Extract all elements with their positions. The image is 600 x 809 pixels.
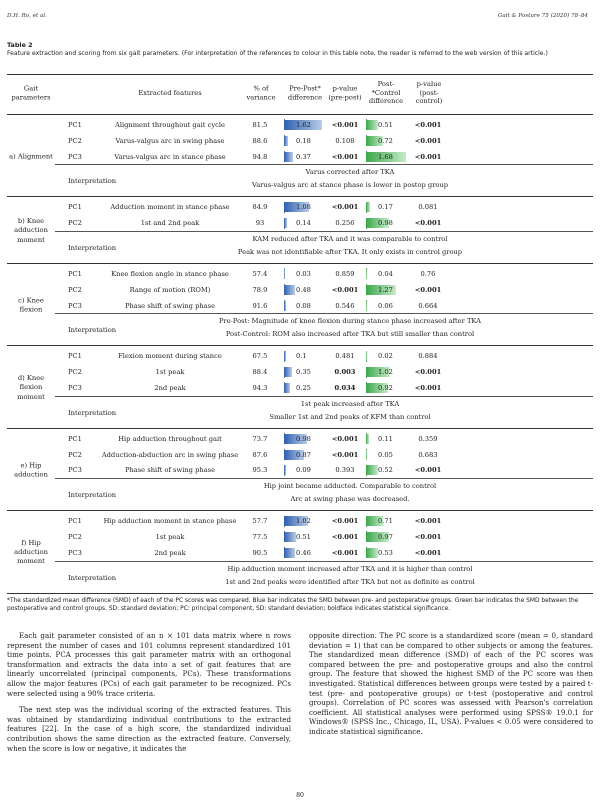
prepost-value: 1.02: [296, 517, 311, 526]
postcontrol-smd-bar: [366, 465, 378, 475]
row-feature: Range of motion (ROM): [129, 285, 211, 294]
interpretation-divider: [55, 478, 593, 479]
interpretation-text: Hip joint became adducted. Comparable to control: [263, 482, 437, 491]
prepost-value: 0.46: [296, 548, 311, 557]
pvalue-postcontrol: 0.081: [418, 203, 438, 212]
prepost-smd-bar: [284, 548, 295, 558]
pvalue-prepost: 0.034: [334, 383, 356, 392]
pvalue-postcontrol: 0.683: [418, 450, 438, 459]
pvalue-postcontrol: <0.001: [414, 548, 442, 557]
row-variance: 94.8: [252, 152, 268, 161]
prepost-smd-bar: [284, 351, 286, 361]
pvalue-prepost: <0.001: [331, 285, 359, 294]
pvalue-prepost: <0.001: [331, 548, 359, 557]
row-feature: Phase shift of swing phase: [124, 301, 216, 310]
group-bottom-rule: [7, 593, 593, 594]
postcontrol-value: 0.71: [378, 517, 393, 526]
prepost-value: 1.62: [296, 120, 311, 129]
postcontrol-value: 0.02: [378, 352, 393, 361]
postcontrol-value: 0.17: [378, 203, 393, 212]
prepost-smd-bar: [284, 465, 286, 475]
prepost-value: 0.03: [296, 269, 311, 278]
interpretation-text: 1st and 2nd peaks were identified after TKA but not as definite as control: [225, 577, 475, 586]
pvalue-postcontrol: <0.001: [414, 466, 442, 475]
pvalue-postcontrol: <0.001: [414, 532, 442, 541]
postcontrol-smd-bar: [366, 202, 370, 212]
row-pc-label: PC1: [68, 269, 82, 278]
prepost-value: 1.08: [296, 203, 311, 212]
prepost-value: 0.14: [296, 219, 311, 228]
postcontrol-value: 0.51: [378, 120, 393, 129]
pvalue-prepost: 0.108: [335, 136, 355, 145]
pvalue-prepost: 0.546: [335, 301, 355, 310]
pvalue-postcontrol: 0.76: [420, 269, 436, 278]
interpretation-label: Interpretation: [68, 244, 117, 252]
row-feature: Hip adduction throughout gait: [118, 434, 222, 443]
row-feature: Adduction-abduction arc in swing phase: [101, 450, 239, 459]
row-pc-label: PC2: [68, 219, 82, 228]
postcontrol-value: 0.53: [378, 548, 393, 557]
prepost-value: 0.87: [296, 450, 311, 459]
row-variance: 73.7: [252, 434, 268, 443]
prepost-smd-bar: [284, 152, 293, 162]
prepost-value: 0.51: [296, 532, 311, 541]
prepost-value: 0.09: [296, 466, 311, 475]
interpretation-text: Hip adduction moment increased after TKA and it is higher than control: [227, 564, 473, 573]
row-feature: Adduction moment in stance phase: [110, 203, 230, 212]
pvalue-postcontrol: 0.884: [418, 352, 438, 361]
header-postcontrol: Post-*Control difference: [368, 80, 404, 106]
postcontrol-value: 0.04: [378, 269, 393, 278]
row-pc-label: PC1: [68, 352, 82, 361]
group-bottom-rule: [7, 263, 593, 264]
interpretation-text: Post-Control: ROM also increased after TKA but still smaller than control: [225, 330, 475, 339]
table-top-rule: [7, 74, 593, 75]
pvalue-postcontrol: <0.001: [414, 120, 442, 129]
pvalue-postcontrol: 0.664: [418, 301, 438, 310]
postcontrol-value: 0.52: [378, 466, 393, 475]
pvalue-prepost: <0.001: [331, 152, 359, 161]
pvalue-prepost: 0.481: [335, 352, 355, 361]
postcontrol-value: 1.68: [378, 152, 393, 161]
running-header-journal: Gait & Posture 75 (2020) 78–84: [497, 13, 588, 19]
row-feature: 2nd peak: [154, 548, 186, 557]
prepost-smd-bar: [284, 532, 296, 542]
postcontrol-value: 0.06: [378, 301, 393, 310]
prepost-value: 0.37: [296, 152, 311, 161]
row-feature: 2nd peak: [154, 383, 186, 392]
body-column-right: [309, 631, 593, 744]
postcontrol-value: 0.97: [378, 532, 393, 541]
interpretation-label: Interpretation: [68, 326, 117, 335]
row-feature: Phase shift of swing phase: [124, 466, 216, 475]
row-feature: Varus-valgus arc in swing phase: [115, 136, 225, 145]
prepost-value: 0.25: [296, 383, 311, 392]
postcontrol-smd-bar: [366, 269, 367, 279]
postcontrol-value: 1.27: [378, 285, 393, 294]
prepost-value: 0.48: [296, 285, 311, 294]
row-pc-label: PC1: [68, 434, 82, 443]
row-variance: 78.9: [252, 285, 268, 294]
interpretation-text: Arc at swing phase was decreased.: [290, 495, 410, 504]
gait-parameter-group-label: a) Alignment: [9, 152, 53, 161]
header-gait-parameters: Gait parameters: [11, 84, 51, 101]
interpretation-text: Varus-valgus arc at stance phase is lower in postop group: [251, 181, 449, 190]
row-variance: 90.5: [252, 548, 268, 557]
interpretation-text: Peak was not identifiable after TKA. It only exists in control group: [237, 248, 463, 256]
row-pc-label: PC3: [68, 466, 82, 475]
row-variance: 88.4: [252, 368, 268, 377]
row-pc-label: PC3: [68, 548, 82, 557]
pvalue-postcontrol: <0.001: [414, 517, 442, 526]
row-feature: Flexion moment during stance: [118, 352, 222, 361]
interpretation-divider: [55, 164, 593, 165]
pvalue-prepost: 0.859: [335, 269, 355, 278]
paragraph: Each gait parameter consisted of an n × 101 data matrix where n rows represent the number of cases and 101 columns represent standardized 101 time points. PCA processes this gait parameter matrix with an orthogonal transformation and extracts the data into a set of gait features that are linearly uncorrelated (principal components, PCs). These transformations allow the major features (PCs) of each gait parameter to be recognized. PCs were selected using a 90% trace criteria.: [7, 631, 291, 698]
interpretation-divider: [55, 313, 593, 314]
interpretation-label: Interpretation: [68, 408, 117, 417]
group-bottom-rule: [7, 428, 593, 429]
prepost-value: 0.1: [296, 352, 307, 361]
row-pc-label: PC1: [68, 120, 82, 129]
pvalue-prepost: <0.001: [331, 120, 359, 129]
row-feature: Knee flexion angle in stance phase: [111, 269, 229, 278]
row-variance: 77.5: [252, 532, 268, 541]
prepost-smd-bar: [284, 136, 288, 146]
row-pc-label: PC2: [68, 450, 82, 459]
interpretation-divider: [55, 396, 593, 397]
group-bottom-rule: [7, 510, 593, 511]
pvalue-prepost: <0.001: [331, 434, 359, 443]
header-bottom-rule: [7, 114, 593, 115]
prepost-smd-bar: [284, 269, 285, 279]
interpretation-text: Pre-Post: Magnitude of knee flexion during stance phase increased after TKA: [219, 317, 481, 326]
interpretation-label: Interpretation: [68, 177, 117, 186]
pvalue-postcontrol: <0.001: [414, 152, 442, 161]
prepost-value: 0.35: [296, 368, 311, 377]
pvalue-prepost: <0.001: [331, 517, 359, 526]
pvalue-postcontrol: 0.359: [418, 434, 438, 443]
prepost-value: 0.18: [296, 136, 311, 145]
interpretation-label: Interpretation: [68, 573, 117, 582]
row-feature: 1st and 2nd peak: [140, 219, 200, 228]
row-variance: 93: [255, 219, 265, 228]
postcontrol-smd-bar: [366, 301, 367, 311]
prepost-smd-bar: [284, 218, 287, 228]
table-caption: Feature extraction and scoring from six gait parameters. (For interpretation of the references to colour in this table note, the reader is referred to the web version of this article.): [7, 50, 548, 57]
row-variance: 88.6: [252, 136, 268, 145]
prepost-smd-bar: [284, 367, 292, 377]
header-variance: % of variance: [246, 84, 276, 101]
row-variance: 94.3: [252, 383, 268, 392]
prepost-smd-bar: [284, 383, 290, 393]
row-feature: Hip adduction moment in stance phase: [103, 517, 237, 526]
gait-parameter-group-label: d) Knee flexion moment: [17, 374, 45, 401]
postcontrol-value: 0.98: [378, 219, 393, 228]
gait-parameter-group-label: c) Knee flexion: [18, 296, 44, 314]
pvalue-postcontrol: <0.001: [414, 368, 442, 377]
row-variance: 87.6: [252, 450, 268, 459]
header-pvalue-postcontrol: p-value (post-control): [415, 80, 443, 106]
postcontrol-value: 1.02: [378, 368, 393, 377]
prepost-smd-bar: [284, 285, 295, 295]
interpretation-divider: [55, 561, 593, 562]
pvalue-prepost: 0.003: [334, 368, 356, 377]
row-feature: Alignment throughout gait cycle: [115, 120, 225, 129]
running-header-authors: D.H. Ro, et al.: [7, 13, 47, 19]
row-pc-label: PC2: [68, 368, 82, 377]
paragraph: opposite direction. The PC score is a standardized score (mean = 0, standard deviation = 1) that can be compared to other subjects or among the features. The standardized mean difference (SMD) of each of the PC scores was compared between the pre- and postoperative groups and also the control group. The feature that showed the highest SMD of the PC score was then investigated. Statistical differences between groups were tested by a paired t-test (pre- and postoperative groups) or t-test (postoperative and control groups). Correlation of PC scores was assessed with Pearson's correlation coefficient. All statistical analyses were performed using SPSS® 19.0.1 for Windows® (SPSS Inc., Chicago, IL, USA). P-values < 0.05 were considered to indicate statistical significance.: [309, 631, 593, 736]
pvalue-prepost: <0.001: [331, 532, 359, 541]
gait-parameter-group-label: e) Hip adduction: [14, 461, 48, 479]
row-variance: 57.7: [252, 517, 268, 526]
prepost-smd-bar: [284, 301, 286, 311]
pvalue-postcontrol: <0.001: [414, 136, 442, 145]
pvalue-prepost: <0.001: [331, 203, 359, 212]
pvalue-prepost: 0.393: [335, 466, 355, 475]
postcontrol-smd-bar: [366, 450, 367, 460]
row-pc-label: PC2: [68, 285, 82, 294]
pvalue-prepost: 0.256: [335, 219, 355, 228]
pvalue-postcontrol: <0.001: [414, 285, 442, 294]
postcontrol-smd-bar: [366, 548, 378, 558]
prepost-value: 0.98: [296, 434, 311, 443]
interpretation-text: Varus corrected after TKA: [305, 168, 395, 177]
table-footnote: *The standardized mean difference (SMD) of each of the PC scores was compared. Blue bar indicates the SMD between pre- and postoperative groups. Green bar indicates the SMD between the postoperative and control groups. SD: standard deviation; PC: principal component, SD: standard deviation; boldface indicates statistical significance.: [7, 598, 579, 613]
pvalue-prepost: <0.001: [331, 450, 359, 459]
page-number: 80: [296, 792, 304, 799]
body-column-left: [7, 631, 291, 760]
paragraph: The next step was the individual scoring of the extracted features. This was obtained by standardizing individual contributions to the extracted features [22]. In the case of a high score, the standardized individual contribution shows the same direction as the extracted feature. Conversely, when the score is low or negative, it indicates the: [7, 705, 291, 753]
postcontrol-value: 0.72: [378, 136, 393, 145]
row-pc-label: PC1: [68, 203, 82, 212]
postcontrol-value: 0.11: [378, 434, 393, 443]
pvalue-postcontrol: <0.001: [414, 219, 442, 228]
prepost-value: 0.08: [296, 301, 311, 310]
interpretation-text: Smaller 1st and 2nd peaks of KFM than control: [269, 412, 431, 421]
row-pc-label: PC3: [68, 152, 82, 161]
row-variance: 67.5: [252, 352, 268, 361]
row-feature: 1st peak: [155, 368, 185, 377]
postcontrol-value: 0.05: [378, 450, 393, 459]
group-bottom-rule: [7, 196, 593, 197]
row-pc-label: PC3: [68, 301, 82, 310]
table-title: Table 2: [7, 41, 33, 49]
pvalue-postcontrol: <0.001: [414, 383, 442, 392]
group-bottom-rule: [7, 345, 593, 346]
interpretation-divider: [55, 231, 593, 232]
row-pc-label: PC3: [68, 383, 82, 392]
row-feature: Varus-valgus arc in stance phase: [114, 152, 226, 161]
row-variance: 57.4: [252, 269, 268, 278]
row-pc-label: PC2: [68, 532, 82, 541]
postcontrol-smd-bar: [366, 351, 367, 361]
header-prepost: Pre-Post* difference: [287, 84, 323, 101]
row-variance: 81.5: [252, 120, 268, 129]
row-pc-label: PC2: [68, 136, 82, 145]
interpretation-text: KAM reduced after TKA and it was comparable to control: [252, 235, 448, 243]
gait-parameter-group-label: b) Knee adduction moment: [14, 217, 48, 244]
postcontrol-smd-bar: [366, 434, 369, 444]
postcontrol-smd-bar: [366, 120, 378, 130]
interpretation-label: Interpretation: [68, 491, 117, 500]
header-extracted-features: Extracted features: [138, 89, 202, 97]
row-variance: 95.3: [252, 466, 268, 475]
interpretation-text: 1st peak increased after TKA: [300, 399, 400, 408]
row-variance: 91.6: [252, 301, 268, 310]
header-pvalue-prepost: p-value (pre-post): [328, 84, 362, 101]
row-pc-label: PC1: [68, 517, 82, 526]
postcontrol-value: 0.92: [378, 383, 393, 392]
row-feature: 1st peak: [155, 532, 185, 541]
row-variance: 84.9: [252, 203, 268, 212]
gait-parameter-group-label: f) Hip adduction moment: [14, 538, 48, 566]
